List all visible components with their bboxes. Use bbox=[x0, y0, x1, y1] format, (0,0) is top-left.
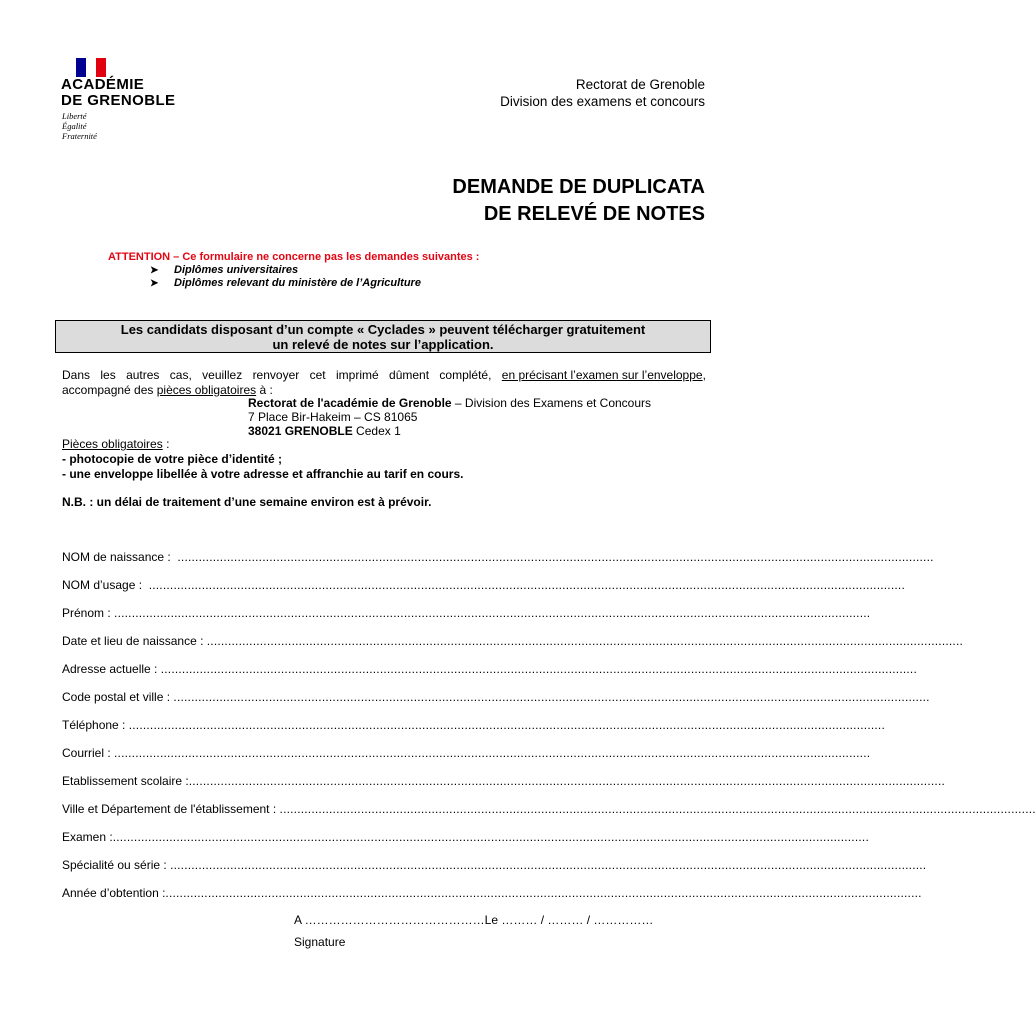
underlined-pieces-link: pièces obligatoires bbox=[156, 383, 257, 397]
field-code-postal-ville[interactable] bbox=[62, 690, 930, 704]
text: à : bbox=[256, 383, 273, 397]
pieces-heading: Pièces obligatoires bbox=[62, 437, 163, 451]
academie-line1: ACADÉMIE bbox=[61, 76, 145, 93]
fill-in-dots[interactable]: ...................................................................................................................................................................................................................... bbox=[128, 718, 885, 732]
fill-in-dots[interactable]: ...................................................................................................................................................................................................................... bbox=[188, 774, 946, 788]
attention-warning: ATTENTION – Ce formulaire ne concerne pas les demandes suivantes : bbox=[108, 251, 480, 263]
instructions-line1 bbox=[62, 368, 706, 383]
issuer-header bbox=[500, 76, 705, 110]
field-label: Ville et Département de l'établissement : bbox=[62, 802, 280, 816]
list-item-text: Diplômes relevant du ministère de l’Agriculture bbox=[174, 277, 421, 289]
cyclades-notice-box bbox=[55, 320, 711, 353]
word: renvoyer bbox=[252, 368, 300, 382]
document-title bbox=[452, 174, 705, 228]
word: les bbox=[100, 368, 116, 382]
word: veuillez bbox=[202, 368, 243, 382]
word: Dans bbox=[62, 368, 91, 382]
field-label: Téléphone : bbox=[62, 718, 129, 732]
fill-in-dots[interactable]: ...................................................................................................................................................................................................................... bbox=[165, 886, 922, 900]
fill-in-dots[interactable]: ...................................................................................................................................................................................................................... bbox=[160, 662, 917, 676]
field-label: Code postal et ville : bbox=[62, 690, 174, 704]
list-item bbox=[150, 277, 421, 290]
field-adresse[interactable] bbox=[62, 662, 917, 676]
list-item bbox=[150, 264, 421, 277]
field-ville-departement[interactable] bbox=[62, 802, 1036, 816]
field-date-lieu-naissance[interactable] bbox=[62, 634, 964, 648]
field-label: NOM d’usage : bbox=[62, 578, 149, 592]
required-documents bbox=[62, 437, 463, 482]
excluded-requests-list bbox=[150, 264, 421, 290]
issuer-org: Rectorat de Grenoble bbox=[575, 77, 705, 92]
pieces-heading-suffix: : bbox=[162, 437, 170, 451]
field-annee-obtention[interactable] bbox=[62, 886, 922, 900]
motto-liberte: Liberté bbox=[62, 111, 87, 121]
academie-logo-text bbox=[61, 77, 175, 109]
word: complété, bbox=[439, 368, 492, 382]
title-line1: DEMANDE DE DUPLICATA bbox=[452, 176, 705, 198]
fill-in-dots[interactable]: ...................................................................................................................................................................................................................... bbox=[279, 802, 1036, 816]
mailing-address bbox=[248, 396, 651, 438]
field-nom-usage[interactable] bbox=[62, 578, 905, 592]
fill-in-dots[interactable]: ...................................................................................................................................................................................................................... bbox=[114, 606, 871, 620]
word: imprimé bbox=[335, 368, 379, 382]
pieces-item-id: - photocopie de votre pièce d’identité ; bbox=[62, 452, 283, 466]
notice-line2: un relevé de notes sur l’application. bbox=[272, 337, 494, 352]
field-etablissement[interactable] bbox=[62, 774, 946, 788]
signature-label: Signature bbox=[294, 935, 346, 949]
motto-egalite: Égalité bbox=[62, 121, 87, 131]
field-label: Année d’obtention : bbox=[62, 886, 166, 900]
field-label: Prénom : bbox=[62, 606, 115, 620]
address-org: Rectorat de l'académie de Grenoble bbox=[248, 396, 452, 410]
field-prenom[interactable] bbox=[62, 606, 871, 620]
fill-in-dots[interactable]: ...................................................................................................................................................................................................................... bbox=[177, 550, 934, 564]
field-label: Courriel : bbox=[62, 746, 115, 760]
arrow-bullet-icon: ➤ bbox=[150, 278, 159, 289]
notice-line1: Les candidats disposant d’un compte « Cyclades » peuvent télécharger gratuitement bbox=[120, 322, 646, 337]
title-line2: DE RELEVÉ DE NOTES bbox=[483, 203, 705, 225]
field-label: Date et lieu de naissance : bbox=[62, 634, 207, 648]
address-cedex: Cedex 1 bbox=[352, 424, 401, 438]
arrow-bullet-icon: ➤ bbox=[150, 265, 159, 276]
republic-motto bbox=[62, 111, 97, 141]
field-courriel[interactable] bbox=[62, 746, 871, 760]
field-label: NOM de naissance : bbox=[62, 550, 178, 564]
place-date-line[interactable]: A ………………………………………Le ……… / ……… / …………… bbox=[294, 913, 654, 927]
field-label: Adresse actuelle : bbox=[62, 662, 161, 676]
pieces-item-envelope: - une enveloppe libellée à votre adresse et affranchie au tarif en cours. bbox=[62, 467, 464, 481]
address-postcode-city: 38021 GRENOBLE bbox=[248, 424, 353, 438]
fill-in-dots[interactable]: ...................................................................................................................................................................................................................... bbox=[114, 746, 871, 760]
field-label: Examen : bbox=[62, 830, 113, 844]
motto-fraternite: Fraternité bbox=[62, 131, 97, 141]
word: cas, bbox=[169, 368, 192, 382]
word: cet bbox=[309, 368, 326, 382]
list-item-text: Diplômes universitaires bbox=[174, 264, 299, 276]
address-street: 7 Place Bir-Hakeim – CS 81065 bbox=[248, 410, 418, 424]
fill-in-dots[interactable]: ...................................................................................................................................................................................................................... bbox=[206, 634, 964, 648]
academie-line2: DE GRENOBLE bbox=[61, 92, 176, 109]
field-telephone[interactable] bbox=[62, 718, 885, 732]
field-nom-naissance[interactable] bbox=[62, 550, 934, 564]
punctuation: , bbox=[702, 368, 706, 382]
field-specialite-serie[interactable] bbox=[62, 858, 927, 872]
field-label: Etablissement scolaire : bbox=[62, 774, 189, 788]
address-division: – Division des Examens et Concours bbox=[451, 396, 652, 410]
word: autres bbox=[126, 368, 160, 382]
underlined-envelope-note: en précisant l’examen sur l’enveloppe bbox=[501, 368, 703, 382]
fill-in-dots[interactable]: ...................................................................................................................................................................................................................... bbox=[148, 578, 905, 592]
instructions-paragraph bbox=[62, 368, 706, 398]
issuer-division: Division des examens et concours bbox=[500, 94, 705, 109]
fill-in-dots[interactable]: ...................................................................................................................................................................................................................... bbox=[173, 690, 930, 704]
fill-in-dots[interactable]: ...................................................................................................................................................................................................................... bbox=[170, 858, 927, 872]
fill-in-dots[interactable]: ...................................................................................................................................................................................................................... bbox=[112, 830, 869, 844]
field-label: Spécialité ou série : bbox=[62, 858, 171, 872]
text: accompagné des bbox=[62, 383, 157, 397]
field-examen[interactable] bbox=[62, 830, 869, 844]
republique-francaise-flag bbox=[76, 58, 106, 77]
processing-delay-note: N.B. : un délai de traitement d’une semaine environ est à prévoir. bbox=[62, 495, 432, 509]
word: dûment bbox=[389, 368, 430, 382]
